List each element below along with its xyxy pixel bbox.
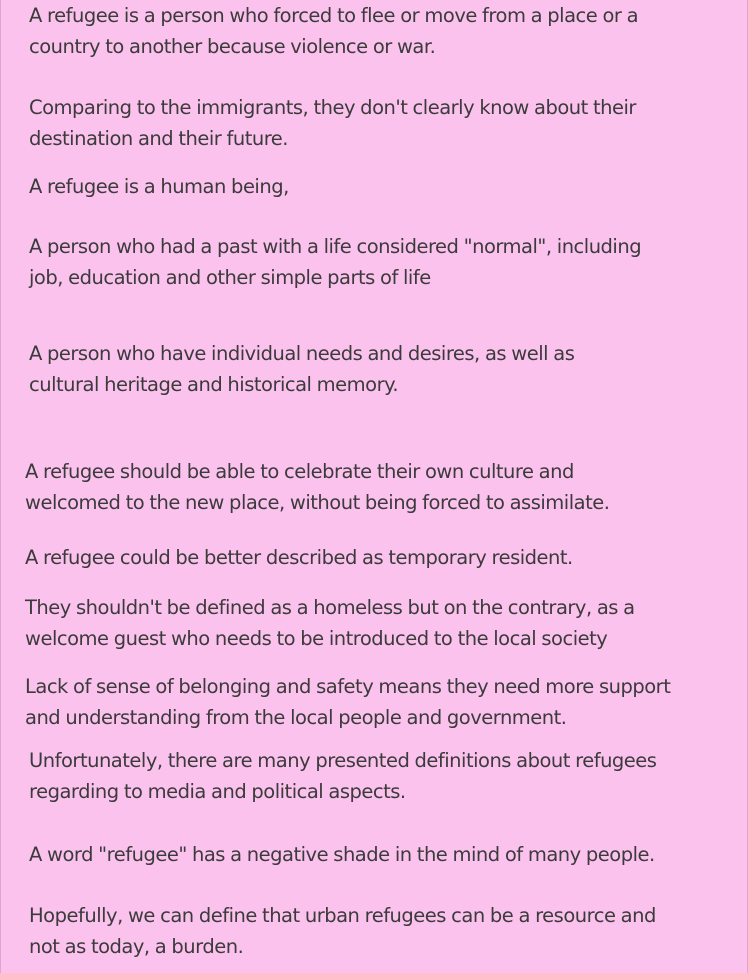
paragraph-celebrate-culture: [25, 456, 609, 518]
paragraph-resource-not-burden: [29, 900, 656, 962]
text-line: welcomed to the new place, without being forced to assimilate.: [25, 491, 610, 514]
paragraph-needs-and-heritage: [29, 338, 574, 400]
paragraph-media-definitions: [29, 745, 656, 807]
paragraph-refugee-definition: [29, 0, 638, 62]
text-line: and understanding from the local people and government.: [25, 706, 567, 729]
paragraph-normal-past: [29, 231, 641, 293]
text-line: A person who had a past with a life considered "normal", including: [29, 235, 642, 258]
text-line: not as today, a burden.: [29, 935, 244, 958]
text-line: A refugee is a person who forced to flee or move from a place or a: [29, 4, 639, 27]
text-line: A refugee could be better described as temporary resident.: [25, 546, 573, 569]
paragraph-negative-shade: [29, 839, 655, 870]
text-line: A person who have individual needs and desires, as well as: [29, 342, 575, 365]
paragraph-human-being: [29, 171, 289, 202]
text-line: A refugee is a human being,: [29, 175, 289, 198]
text-line: cultural heritage and historical memory.: [29, 373, 399, 396]
text-line: Comparing to the immigrants, they don't clearly know about their: [29, 96, 636, 119]
paragraph-belonging-support: [25, 671, 670, 733]
text-line: regarding to media and political aspects.: [29, 780, 406, 803]
text-line: A word "refugee" has a negative shade in the mind of many people.: [29, 843, 655, 866]
text-line: A refugee should be able to celebrate their own culture and: [25, 460, 574, 483]
text-line: welcome guest who needs to be introduced to the local society: [25, 627, 608, 650]
text-line: They shouldn't be defined as a homeless but on the contrary, as a: [25, 596, 635, 619]
text-line: Unfortunately, there are many presented definitions about refugees: [29, 749, 657, 772]
text-line: job, education and other simple parts of life: [29, 266, 431, 289]
paragraph-temporary-resident: [25, 542, 573, 573]
text-line: destination and their future.: [29, 127, 288, 150]
text-line: Lack of sense of belonging and safety means they need more support: [25, 675, 671, 698]
paragraph-immigrant-comparison: [29, 92, 636, 154]
text-line: Hopefully, we can define that urban refugees can be a resource and: [29, 904, 656, 927]
text-line: country to another because violence or war.: [29, 35, 436, 58]
paragraph-welcome-guest: [25, 592, 635, 654]
